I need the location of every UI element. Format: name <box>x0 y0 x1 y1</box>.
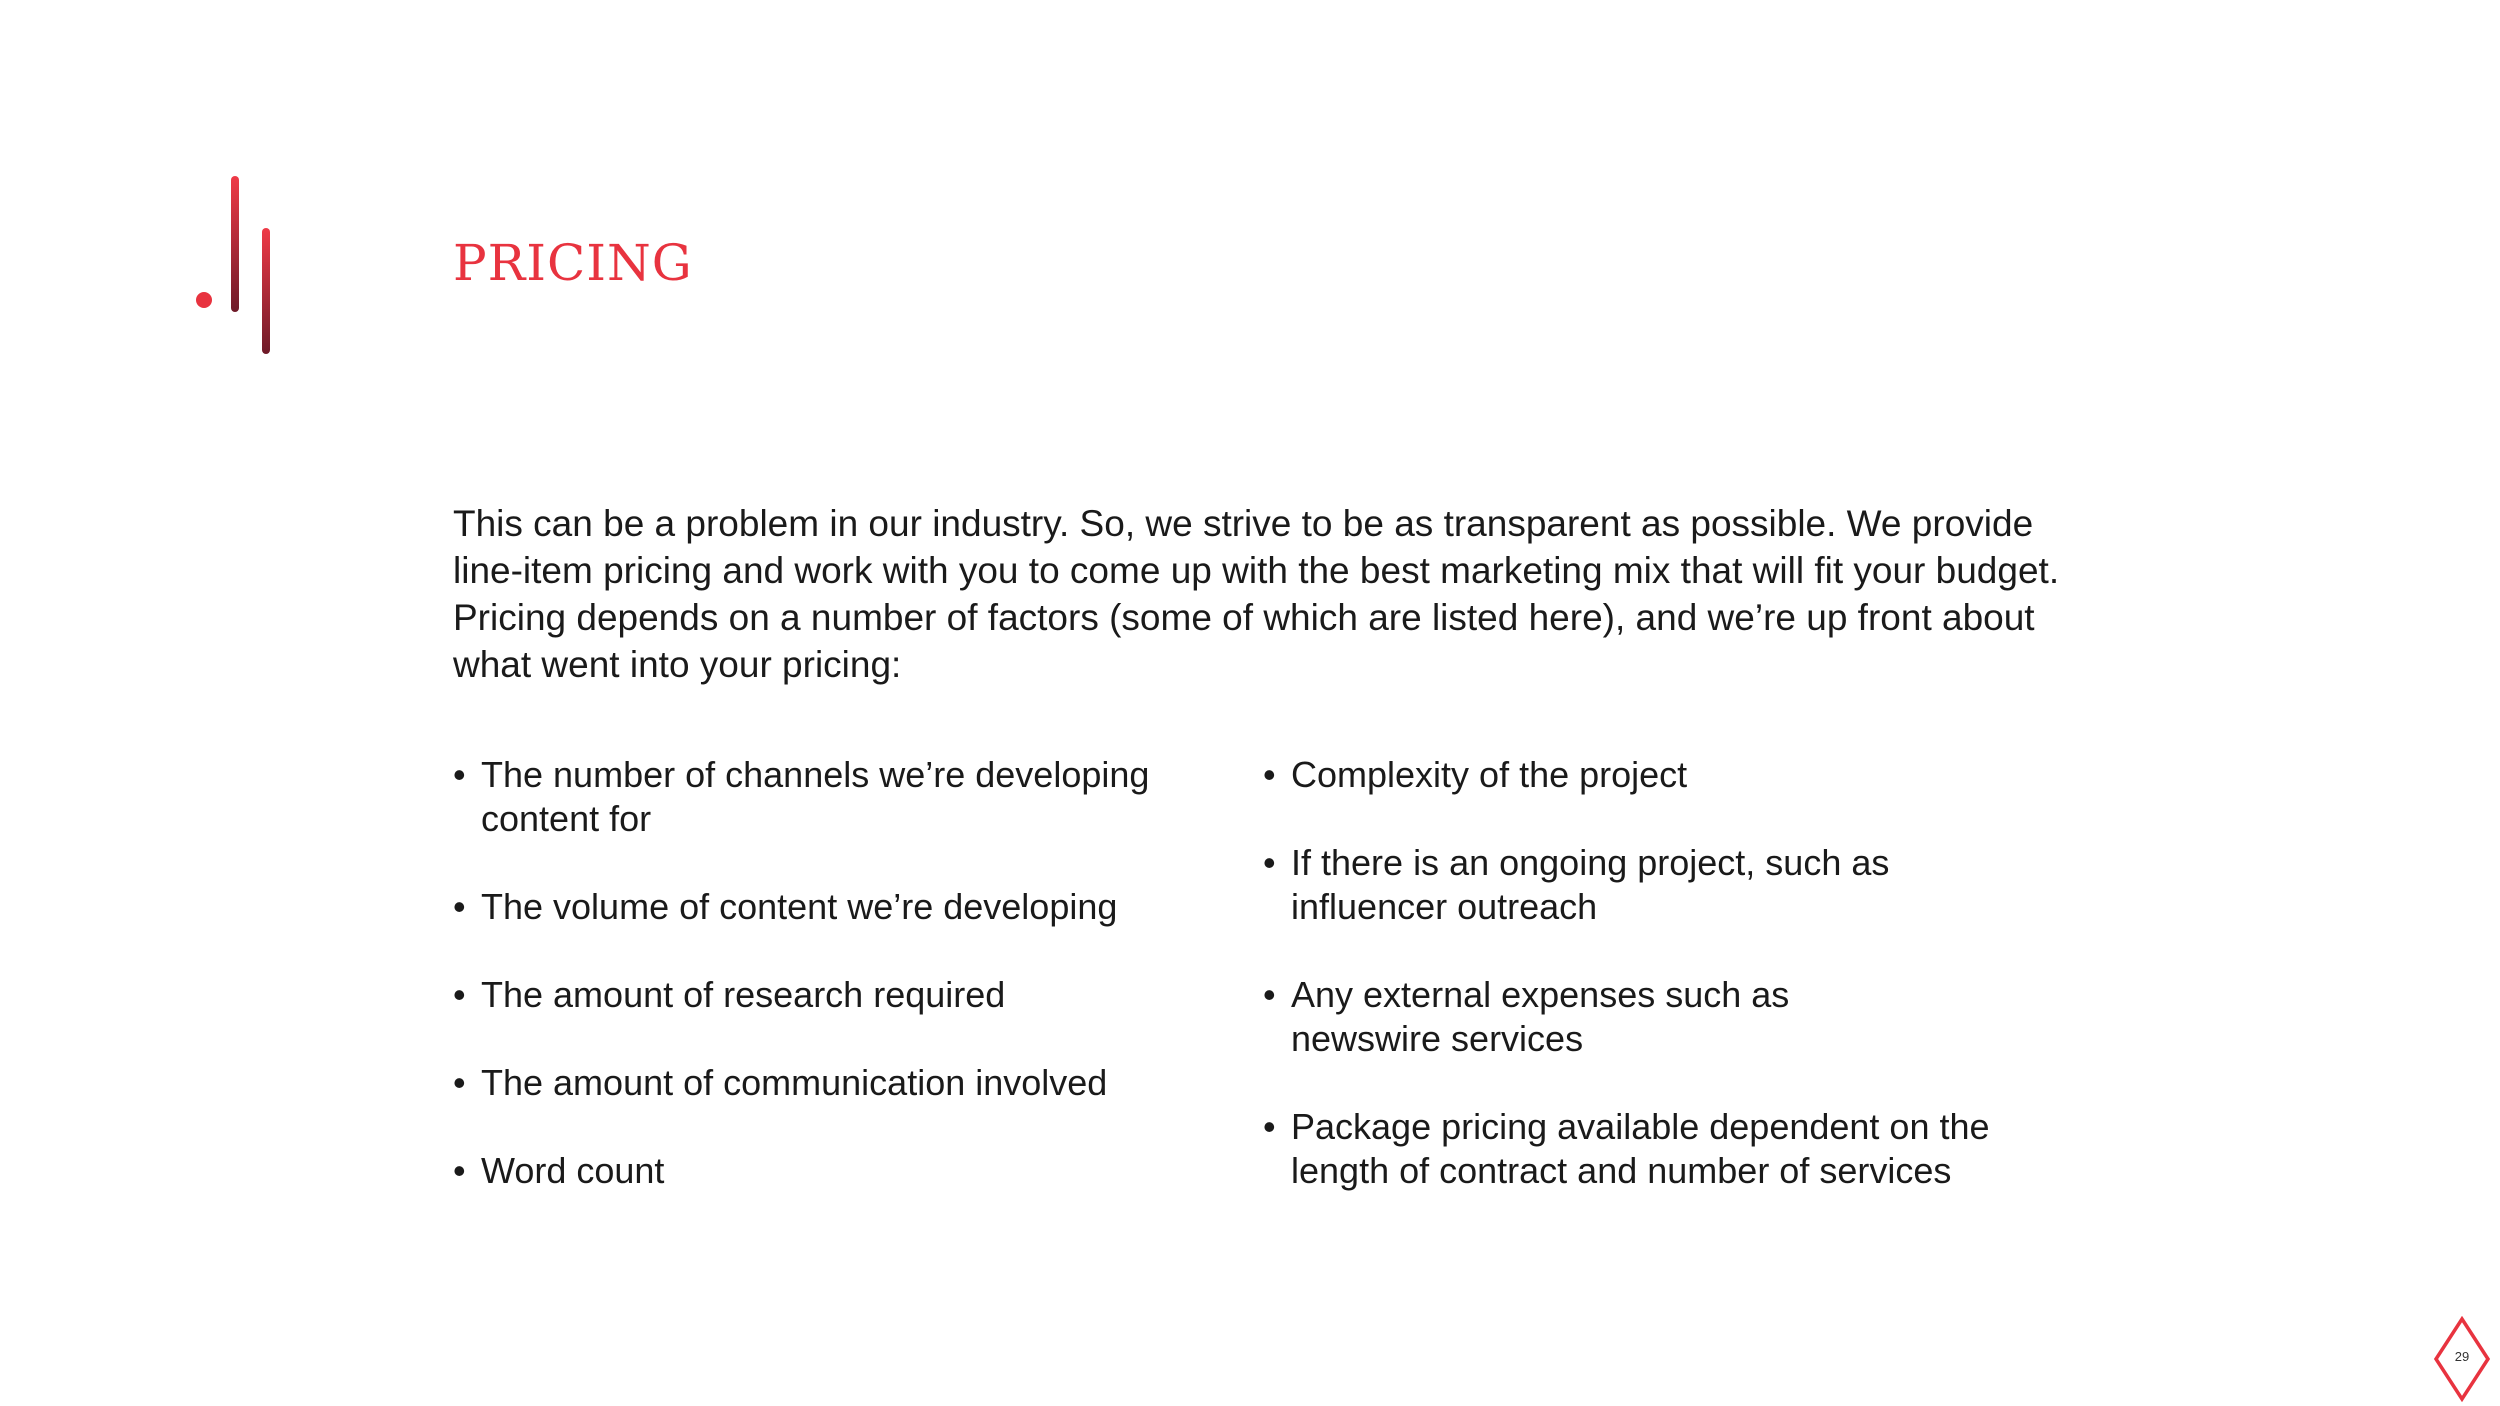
brand-bars-logo-icon <box>190 170 280 360</box>
list-item: • The amount of communication involved <box>453 1061 1213 1105</box>
pricing-factors-left-list <box>453 753 1213 1237</box>
list-item: • The number of channels we’re developing content for <box>453 753 1213 841</box>
pricing-factors-right-list <box>1263 753 2023 1237</box>
logo-dot <box>196 292 212 308</box>
list-item: • Complexity of the project <box>1263 753 2023 797</box>
list-item: • Word count <box>453 1149 1213 1193</box>
list-item: • The amount of research required <box>453 973 1213 1017</box>
list-item: • The volume of content we’re developing <box>453 885 1213 929</box>
logo-bar-short <box>262 228 270 354</box>
intro-paragraph: This can be a problem in our industry. So, we strive to be as transparent as possible. We provide line-item pricing and work with you to come up with the best marketing mix that will fit your budget. Pricing depends on a number of factors (some of which are listed here), and we’re up front about what went into your pricing: <box>453 503 2060 685</box>
logo-bar-tall <box>231 176 239 312</box>
page-title: PRICING <box>453 234 693 292</box>
page-number: 29 <box>2454 1349 2470 1364</box>
list-item: • If there is an ongoing project, such as influencer outreach <box>1263 841 1951 929</box>
list-item: • Any external expenses such as newswire services <box>1263 973 1851 1061</box>
list-item: • Package pricing available dependent on the length of contract and number of services <box>1263 1105 1991 1193</box>
